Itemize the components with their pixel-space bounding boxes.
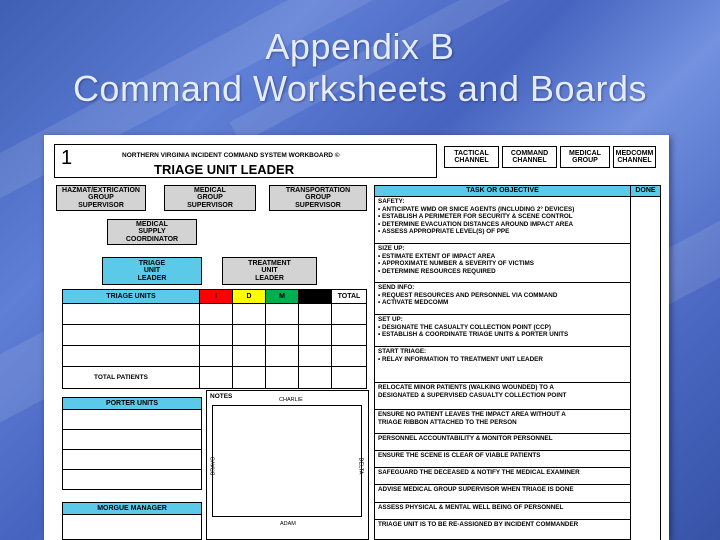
task-size-up: SIZE UP: • ESTIMATE EXTENT OF IMPACT AREA • APPROXIMATE NUMBER & SEVERITY OF VICTIMS • DETERMINE RESOURCES REQUIRED: [375, 244, 630, 283]
task-set-up: SET UP: • DESIGNATE THE CASUALTY COLLECTION POINT (CCP) • ESTABLISH & COORDINATE TRIAGE UNITS & PORTER UNITS: [375, 315, 630, 347]
task-send-info: SEND INFO: • REQUEST RESOURCES AND PERSONNEL VIA COMMAND • ACTIVATE MEDCOMM: [375, 283, 630, 315]
task-start-triage: START TRIAGE: • RELAY INFORMATION TO TREATMENT UNIT LEADER: [375, 347, 630, 383]
morgue-manager-header: MORGUE MANAGER: [63, 503, 201, 514]
task-reassigned: TRIAGE UNIT IS TO BE RE-ASSIGNED BY INCIDENT COMMANDER: [375, 520, 630, 540]
task-safety: SAFETY: • ANTICIPATE WMD OR SNICE AGENTS (INCLUDING 2° DEVICES) • ESTABLISH A PERIMETER FOR SECURITY & SCENE CONTROL • DETERMINE EVACUATION DISTANCES AROUND IMPACT AREA • ASSESS APPROPRIATE LEVEL(S) OF PPE: [375, 197, 630, 244]
treatment-unit-leader-box: TREATMENT UNIT LEADER: [222, 257, 317, 285]
triage-units-header: TRIAGE UNITS: [63, 290, 199, 303]
task-safeguard-deceased: SAFEGUARD THE DECEASED & NOTIFY THE MEDICAL EXAMINER: [375, 468, 630, 485]
medical-group-supervisor: MEDICAL GROUP SUPERVISOR: [164, 185, 256, 211]
hazmat-extrication-supervisor: HAZMAT/EXTRICATION GROUP SUPERVISOR: [56, 185, 146, 211]
medical-group: MEDICAL GROUP: [560, 146, 610, 168]
category-immediate: I: [199, 290, 232, 303]
total-column-header: TOTAL: [331, 290, 366, 303]
task-advise-supervisor: ADVISE MEDICAL GROUP SUPERVISOR WHEN TRIAGE IS DONE: [375, 485, 630, 503]
medcomm-channel: MEDCOMM CHANNEL: [613, 146, 656, 168]
title-line-1: Appendix B: [265, 26, 455, 67]
tactical-channel: TACTICAL CHANNEL: [444, 146, 499, 168]
porter-units-header: PORTER UNITS: [63, 398, 201, 409]
task-ensure-ribbon: ENSURE NO PATIENT LEAVES THE IMPACT AREA WITHOUT A TRIAGE RIBBON ATTACHED TO THE PERSON: [375, 410, 630, 434]
transportation-group-supervisor: TRANSPORTATION GROUP SUPERVISOR: [269, 185, 367, 211]
command-channel: COMMAND CHANNEL: [502, 146, 557, 168]
task-accountability: PERSONNEL ACCOUNTABILITY & MONITOR PERSONNEL: [375, 434, 630, 451]
triage-unit-leader-worksheet: [44, 135, 669, 540]
category-deceased: [298, 290, 331, 303]
workboard-header: NORTHERN VIRGINIA INCIDENT COMMAND SYSTEM WORKBOARD ©: [122, 152, 340, 159]
title-line-2: Command Worksheets and Boards: [72, 68, 648, 109]
done-header: DONE: [630, 186, 660, 197]
notes-diagram-area: [212, 405, 362, 517]
medical-supply-coordinator: MEDICAL SUPPLY COORDINATOR: [107, 219, 197, 245]
porter-units-box: [62, 397, 202, 490]
bravo-label: BRAVO: [210, 456, 217, 476]
charlie-label: CHARLIE: [279, 397, 303, 403]
triage-unit-leader-box: TRIAGE UNIT LEADER: [102, 257, 202, 285]
category-minor: M: [265, 290, 298, 303]
worksheet-title: TRIAGE UNIT LEADER: [154, 162, 295, 177]
task-header: TASK OR OBJECTIVE: [375, 186, 630, 197]
worksheet-number: 1: [61, 147, 73, 169]
delta-label: DELTA: [357, 457, 364, 475]
task-assess-personnel: ASSESS PHYSICAL & MENTAL WELL BEING OF PERSONNEL: [375, 503, 630, 520]
task-scene-clear: ENSURE THE SCENE IS CLEAR OF VIABLE PATIENTS: [375, 451, 630, 468]
category-delayed: D: [232, 290, 265, 303]
task-relocate-minor: RELOCATE MINOR PATIENTS (WALKING WOUNDED) TO A DESIGNATED & SUPERVISED CASUALTY COLLECTION POINT: [375, 383, 630, 410]
notes-label: NOTES: [210, 393, 233, 400]
slide-title: [0, 26, 720, 110]
adam-label: ADAM: [280, 521, 296, 527]
total-patients-label: TOTAL PATIENTS: [94, 374, 148, 381]
